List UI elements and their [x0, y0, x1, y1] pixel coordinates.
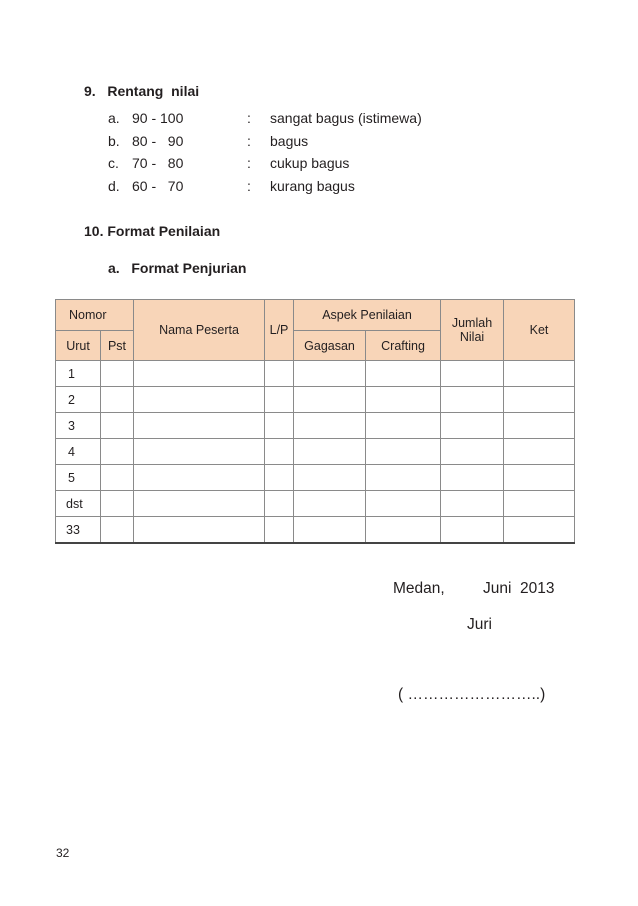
- section-10-title: 10. Format Penilaian: [84, 223, 221, 239]
- page-number: 32: [56, 846, 70, 860]
- table-row: [56, 361, 575, 387]
- range-value-b: 80 - 90: [132, 133, 184, 149]
- row-number: 1: [56, 361, 101, 387]
- cell-lp: [265, 413, 294, 439]
- table-row: [56, 465, 575, 491]
- cell-pst: [101, 465, 134, 491]
- cell-lp: [265, 517, 294, 544]
- cell-jumlah: [441, 413, 504, 439]
- range-sep-c: :: [247, 155, 251, 171]
- row-number: 3: [56, 413, 101, 439]
- cell-nama: [134, 413, 265, 439]
- header-gagasan: Gagasan: [294, 331, 366, 361]
- header-ket: Ket: [504, 300, 575, 361]
- cell-lp: [265, 465, 294, 491]
- cell-jumlah: [441, 361, 504, 387]
- cell-jumlah: [441, 439, 504, 465]
- cell-crafting: [366, 387, 441, 413]
- cell-crafting: [366, 361, 441, 387]
- cell-nama: [134, 387, 265, 413]
- cell-gagasan: [294, 413, 366, 439]
- range-value-a: 90 - 100: [132, 110, 184, 126]
- cell-lp: [265, 439, 294, 465]
- header-lp: L/P: [265, 300, 294, 361]
- signature-city: Medan,: [393, 580, 445, 597]
- cell-pst: [101, 517, 134, 544]
- table-row: [56, 387, 575, 413]
- header-nama-peserta: Nama Peserta: [134, 300, 265, 361]
- cell-pst: [101, 361, 134, 387]
- cell-ket: [504, 465, 575, 491]
- section-10-subtitle: a. Format Penjurian: [108, 260, 247, 276]
- table-row: [56, 491, 575, 517]
- cell-lp: [265, 361, 294, 387]
- cell-ket: [504, 439, 575, 465]
- row-number: 2: [56, 387, 101, 413]
- cell-ket: [504, 413, 575, 439]
- cell-jumlah: [441, 465, 504, 491]
- header-urut: Urut: [56, 331, 101, 361]
- row-number: 4: [56, 439, 101, 465]
- range-letter-c: c.: [108, 155, 119, 171]
- range-sep-a: :: [247, 110, 251, 126]
- row-number: 33: [56, 517, 101, 544]
- cell-crafting: [366, 439, 441, 465]
- range-letter-a: a.: [108, 110, 120, 126]
- cell-gagasan: [294, 491, 366, 517]
- cell-gagasan: [294, 387, 366, 413]
- cell-gagasan: [294, 465, 366, 491]
- range-desc-d: kurang bagus: [270, 178, 355, 194]
- cell-pst: [101, 387, 134, 413]
- cell-lp: [265, 387, 294, 413]
- section-9-title: 9. Rentang nilai: [84, 83, 200, 99]
- signature-blank: ( ……………………..): [398, 686, 546, 703]
- header-nomor: Nomor: [56, 300, 134, 331]
- table-row: [56, 439, 575, 465]
- row-number: dst: [56, 491, 101, 517]
- header-jumlah-nilai: [441, 300, 504, 361]
- header-jumlah-line2: Nilai: [459, 330, 485, 344]
- range-letter-b: b.: [108, 133, 120, 149]
- range-letter-d: d.: [108, 178, 120, 194]
- cell-pst: [101, 439, 134, 465]
- table-row: [56, 517, 575, 544]
- header-jumlah-line1: Jumlah: [451, 316, 493, 330]
- cell-nama: [134, 465, 265, 491]
- header-crafting: Crafting: [366, 331, 441, 361]
- header-pst: Pst: [101, 331, 134, 361]
- cell-gagasan: [294, 361, 366, 387]
- cell-ket: [504, 491, 575, 517]
- cell-ket: [504, 517, 575, 544]
- cell-pst: [101, 413, 134, 439]
- cell-jumlah: [441, 491, 504, 517]
- cell-gagasan: [294, 439, 366, 465]
- judging-table: [55, 299, 575, 544]
- cell-jumlah: [441, 517, 504, 544]
- cell-gagasan: [294, 517, 366, 544]
- range-sep-b: :: [247, 133, 251, 149]
- cell-crafting: [366, 413, 441, 439]
- cell-crafting: [366, 465, 441, 491]
- cell-nama: [134, 439, 265, 465]
- header-aspek-penilaian: Aspek Penilaian: [294, 300, 441, 331]
- cell-nama: [134, 491, 265, 517]
- cell-pst: [101, 491, 134, 517]
- cell-crafting: [366, 517, 441, 544]
- cell-nama: [134, 517, 265, 544]
- signature-date: Juni 2013: [483, 580, 555, 597]
- cell-nama: [134, 361, 265, 387]
- cell-crafting: [366, 491, 441, 517]
- signature-role: Juri: [467, 616, 492, 633]
- cell-ket: [504, 361, 575, 387]
- range-desc-b: bagus: [270, 133, 309, 149]
- range-value-d: 60 - 70: [132, 178, 184, 194]
- table-row: [56, 413, 575, 439]
- cell-ket: [504, 387, 575, 413]
- range-value-c: 70 - 80: [132, 155, 184, 171]
- cell-jumlah: [441, 387, 504, 413]
- range-desc-a: sangat bagus (istimewa): [270, 110, 422, 126]
- range-desc-c: cukup bagus: [270, 155, 350, 171]
- cell-lp: [265, 491, 294, 517]
- row-number: 5: [56, 465, 101, 491]
- range-sep-d: :: [247, 178, 251, 194]
